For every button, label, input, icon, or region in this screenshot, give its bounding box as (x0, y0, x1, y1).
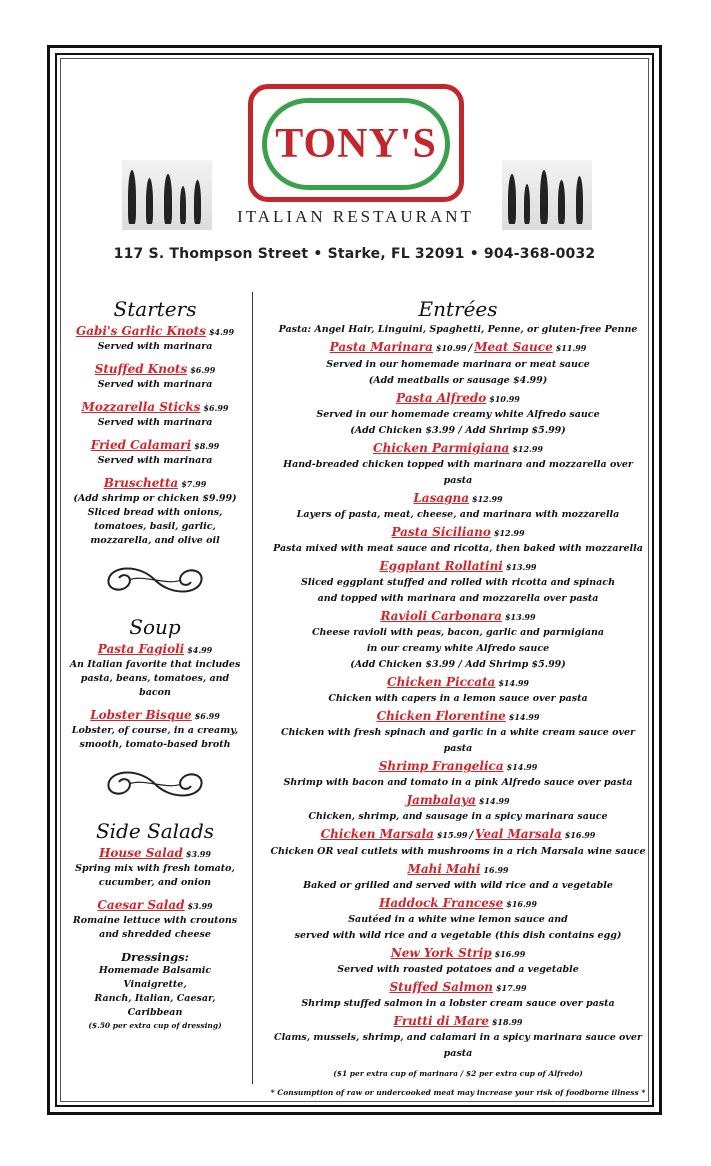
menu-item (268, 978, 648, 1012)
item-price: $6.99 (203, 403, 229, 413)
item-description: tomatoes, basil, garlic, (94, 521, 216, 532)
item-name: Gabi's Garlic Knots (75, 324, 206, 338)
side-salads-heading: Side Salads (95, 819, 215, 843)
foodborne-illness-warning: * Consumption of raw or undercooked meat may increase your risk of foodborne illness * (270, 1088, 646, 1097)
item-description: Layers of pasta, meat, cheese, and marinara with mozzarella (296, 509, 620, 520)
item-name: Haddock Francese (379, 896, 504, 910)
item-price: $12.99 (512, 444, 543, 454)
logo-oval (262, 98, 450, 190)
item-description: Served in our homemade creamy white Alfredo sauce (316, 409, 600, 420)
dressings-heading: Dressings: (121, 950, 189, 964)
item-name: Pasta Alfredo (396, 391, 487, 405)
item-description: (Add Chicken $3.99 / Add Shrimp $5.99) (350, 425, 566, 436)
item-description: Served with marinara (97, 379, 213, 390)
item-price: 16.99 (483, 865, 509, 875)
item-name: Chicken Marsala (320, 827, 434, 841)
item-price: $3.99 (187, 901, 213, 911)
item-description: Baked or grilled and served with wild rice and a vegetable (303, 880, 613, 891)
dressings-note: ($.50 per extra cup of dressing) (88, 1021, 222, 1030)
item-name: Pasta Fagioli (97, 642, 185, 656)
item-description: Sliced bread with onions, (87, 507, 223, 518)
item-price: $14.99 (506, 762, 538, 772)
item-description: and topped with marinara and mozzarella over pasta (317, 593, 599, 604)
item-price: $12.99 (493, 528, 525, 538)
menu-item (268, 944, 648, 978)
menu-item (268, 389, 648, 439)
item-description: Chicken with fresh spinach and garlic in a white cream sauce over pasta (280, 727, 636, 754)
restaurant-address: 117 S. Thompson Street • Starke, FL 32091 • 904-368-0032 (113, 246, 596, 262)
item-price: $16.99 (494, 949, 526, 959)
left-column (66, 296, 244, 1037)
menu-item (268, 489, 648, 523)
menu-item (66, 322, 244, 354)
item-name: Chicken Piccata (387, 675, 496, 689)
menu-item (268, 557, 648, 607)
swirl-ornament-icon (99, 764, 211, 804)
item-price: $16.99 (506, 899, 537, 909)
item-description: mozzarella, and olive oil (90, 535, 220, 546)
item-description: Served in our homemade marinara or meat sauce (326, 359, 590, 370)
menu-item (268, 673, 648, 707)
item-name: Mahi Mahi (407, 862, 481, 876)
restaurant-subtitle: ITALIAN RESTAURANT (237, 207, 474, 226)
item-name: Shrimp Frangelica (378, 759, 504, 773)
item-price: $15.99 (436, 830, 468, 840)
item-name: Lobster Bisque (90, 708, 192, 722)
item-description: (Add Chicken $3.99 / Add Shrimp $5.99) (350, 659, 566, 670)
item-price: $16.99 (564, 830, 596, 840)
item-price: $12.99 (472, 494, 503, 504)
item-price: $4.99 (187, 645, 213, 655)
item-name: Chicken Florentine (376, 709, 506, 723)
item-price: $10.99 (435, 343, 467, 353)
item-description: served with wild rice and a vegetable (this dish contains egg) (294, 930, 622, 941)
item-price: $7.99 (181, 479, 207, 489)
item-description: Shrimp stuffed salmon in a lobster cream sauce over pasta (301, 998, 615, 1009)
item-name: Lasagna (413, 491, 469, 505)
entrees-heading: Entrées (418, 297, 498, 321)
menu-item (268, 523, 648, 557)
menu-item (66, 398, 244, 430)
item-name: Pasta Marinara (329, 340, 433, 354)
item-name: Eggplant Rollatini (379, 559, 503, 573)
item-description: Lobster, of course, in a creamy, (71, 725, 239, 736)
item-price: $6.99 (194, 711, 220, 721)
item-description: Served with roasted potatoes and a vegetable (337, 964, 579, 975)
item-name: Jambalaya (406, 793, 476, 807)
item-description: Sautéed in a white wine lemon sauce and (348, 914, 568, 925)
menu-item (268, 860, 648, 894)
item-description: Served with marinara (97, 341, 213, 352)
cypress-trees-image-right (502, 160, 592, 230)
menu-item: Pasta Marinara $10.99 / Meat Sauce $11.99 Served in our homemade marinara or meat sauce (Add meatballs or sausage $4.99) (268, 338, 648, 389)
item-price: $8.99 (194, 441, 220, 451)
menu-item (66, 640, 244, 700)
dressings-list: Homemade Balsamic Vinaigrette, (98, 965, 212, 990)
item-description: Chicken, shrimp, and sausage in a spicy marinara sauce (308, 811, 608, 822)
item-price: $18.99 (491, 1017, 523, 1027)
item-price: $4.99 (208, 327, 235, 337)
menu-item (268, 757, 648, 791)
item-name: New York Strip (390, 946, 492, 960)
item-description: Pasta mixed with meat sauce and ricotta, then baked with mozzarella (273, 543, 643, 554)
item-price: $3.99 (185, 849, 211, 859)
menu-item (268, 894, 648, 944)
item-description: An Italian favorite that includes (69, 659, 241, 670)
item-name: Mozzarella Sticks (81, 400, 201, 414)
column-divider (252, 292, 253, 1084)
dressings (66, 950, 244, 1031)
item-description: (Add meatballs or sausage $4.99) (368, 375, 548, 386)
item-name: Chicken Parmigiana (373, 441, 510, 455)
item-description: and shredded cheese (99, 929, 211, 940)
item-name: Fried Calamari (90, 438, 192, 452)
menu-item (268, 607, 648, 673)
menu-item (268, 1012, 648, 1062)
pasta-options: Pasta: Angel Hair, Linguini, Spaghetti, Penne, or gluten-free Penne (278, 324, 638, 335)
item-description: Romaine lettuce with croutons (72, 915, 238, 926)
item-name: House Salad (99, 846, 183, 860)
starters-heading: Starters (113, 297, 197, 321)
menu-item (268, 439, 648, 489)
item-price: $14.99 (498, 678, 529, 688)
item-description: pasta, beans, tomatoes, and bacon (80, 673, 230, 698)
item-price: $17.99 (495, 983, 527, 993)
menu-item (66, 844, 244, 890)
item-description: Spring mix with fresh tomato, (75, 863, 235, 874)
menu-item (268, 707, 648, 757)
menu-item (66, 896, 244, 942)
item-description: Clams, mussels, shrimp, and calamari in a spicy marinara sauce over pasta (274, 1032, 642, 1059)
restaurant-name: TONY'S (275, 121, 437, 167)
extra-sauce-note: ($1 per extra cup of marinara / $2 per extra cup of Alfredo) (333, 1069, 583, 1078)
menu-item (66, 474, 244, 548)
item-description: smooth, tomato-based broth (79, 739, 231, 750)
item-description: (Add shrimp or chicken $9.99) (73, 493, 237, 504)
menu-item (66, 360, 244, 392)
item-description: Served with marinara (97, 417, 213, 428)
item-name: Stuffed Knots (94, 362, 188, 376)
menu-item (66, 436, 244, 468)
item-name: Ravioli Carbonara (380, 609, 502, 623)
item-name: Meat Sauce (474, 340, 553, 354)
item-description: Hand-breaded chicken topped with marinara and mozzarella over pasta (283, 459, 633, 486)
item-price: $13.99 (505, 562, 537, 572)
menu-item (268, 791, 648, 825)
dressings-list: Ranch, Italian, Caesar, Caribbean (94, 993, 216, 1018)
item-description: in our creamy white Alfredo sauce (366, 643, 550, 654)
item-description: Served with marinara (97, 455, 213, 466)
item-description: Shrimp with bacon and tomato in a pink Alfredo sauce over pasta (283, 777, 633, 788)
item-description: Chicken with capers in a lemon sauce over pasta (328, 693, 588, 704)
menu-item (66, 706, 244, 752)
swirl-ornament-icon (99, 560, 211, 600)
item-name: Pasta Siciliano (391, 525, 491, 539)
item-name: Caesar Salad (97, 898, 185, 912)
item-name: Veal Marsala (475, 827, 562, 841)
item-price: $10.99 (489, 394, 520, 404)
item-name: Bruschetta (103, 476, 179, 490)
item-price: $13.99 (504, 612, 536, 622)
item-description: Cheese ravioli with peas, bacon, garlic and parmigiana (311, 627, 605, 638)
menu-item: Chicken Marsala $15.99 / Veal Marsala $16.99 Chicken OR veal cutlets with mushrooms in a rich Marsala wine sauce (268, 825, 648, 860)
item-name: Frutti di Mare (393, 1014, 489, 1028)
item-description: Sliced eggplant stuffed and rolled with ricotta and spinach (301, 577, 615, 588)
item-price: $14.99 (478, 796, 510, 806)
item-name: Stuffed Salmon (389, 980, 493, 994)
item-price: $14.99 (508, 712, 540, 722)
item-description: cucumber, and onion (98, 877, 212, 888)
cypress-trees-image-left (122, 160, 212, 230)
item-price: $6.99 (190, 365, 216, 375)
soup-heading: Soup (129, 615, 181, 639)
item-price: $11.99 (555, 343, 587, 353)
right-column (268, 296, 648, 1098)
item-description: Chicken OR veal cutlets with mushrooms in a rich Marsala wine sauce (270, 846, 646, 857)
